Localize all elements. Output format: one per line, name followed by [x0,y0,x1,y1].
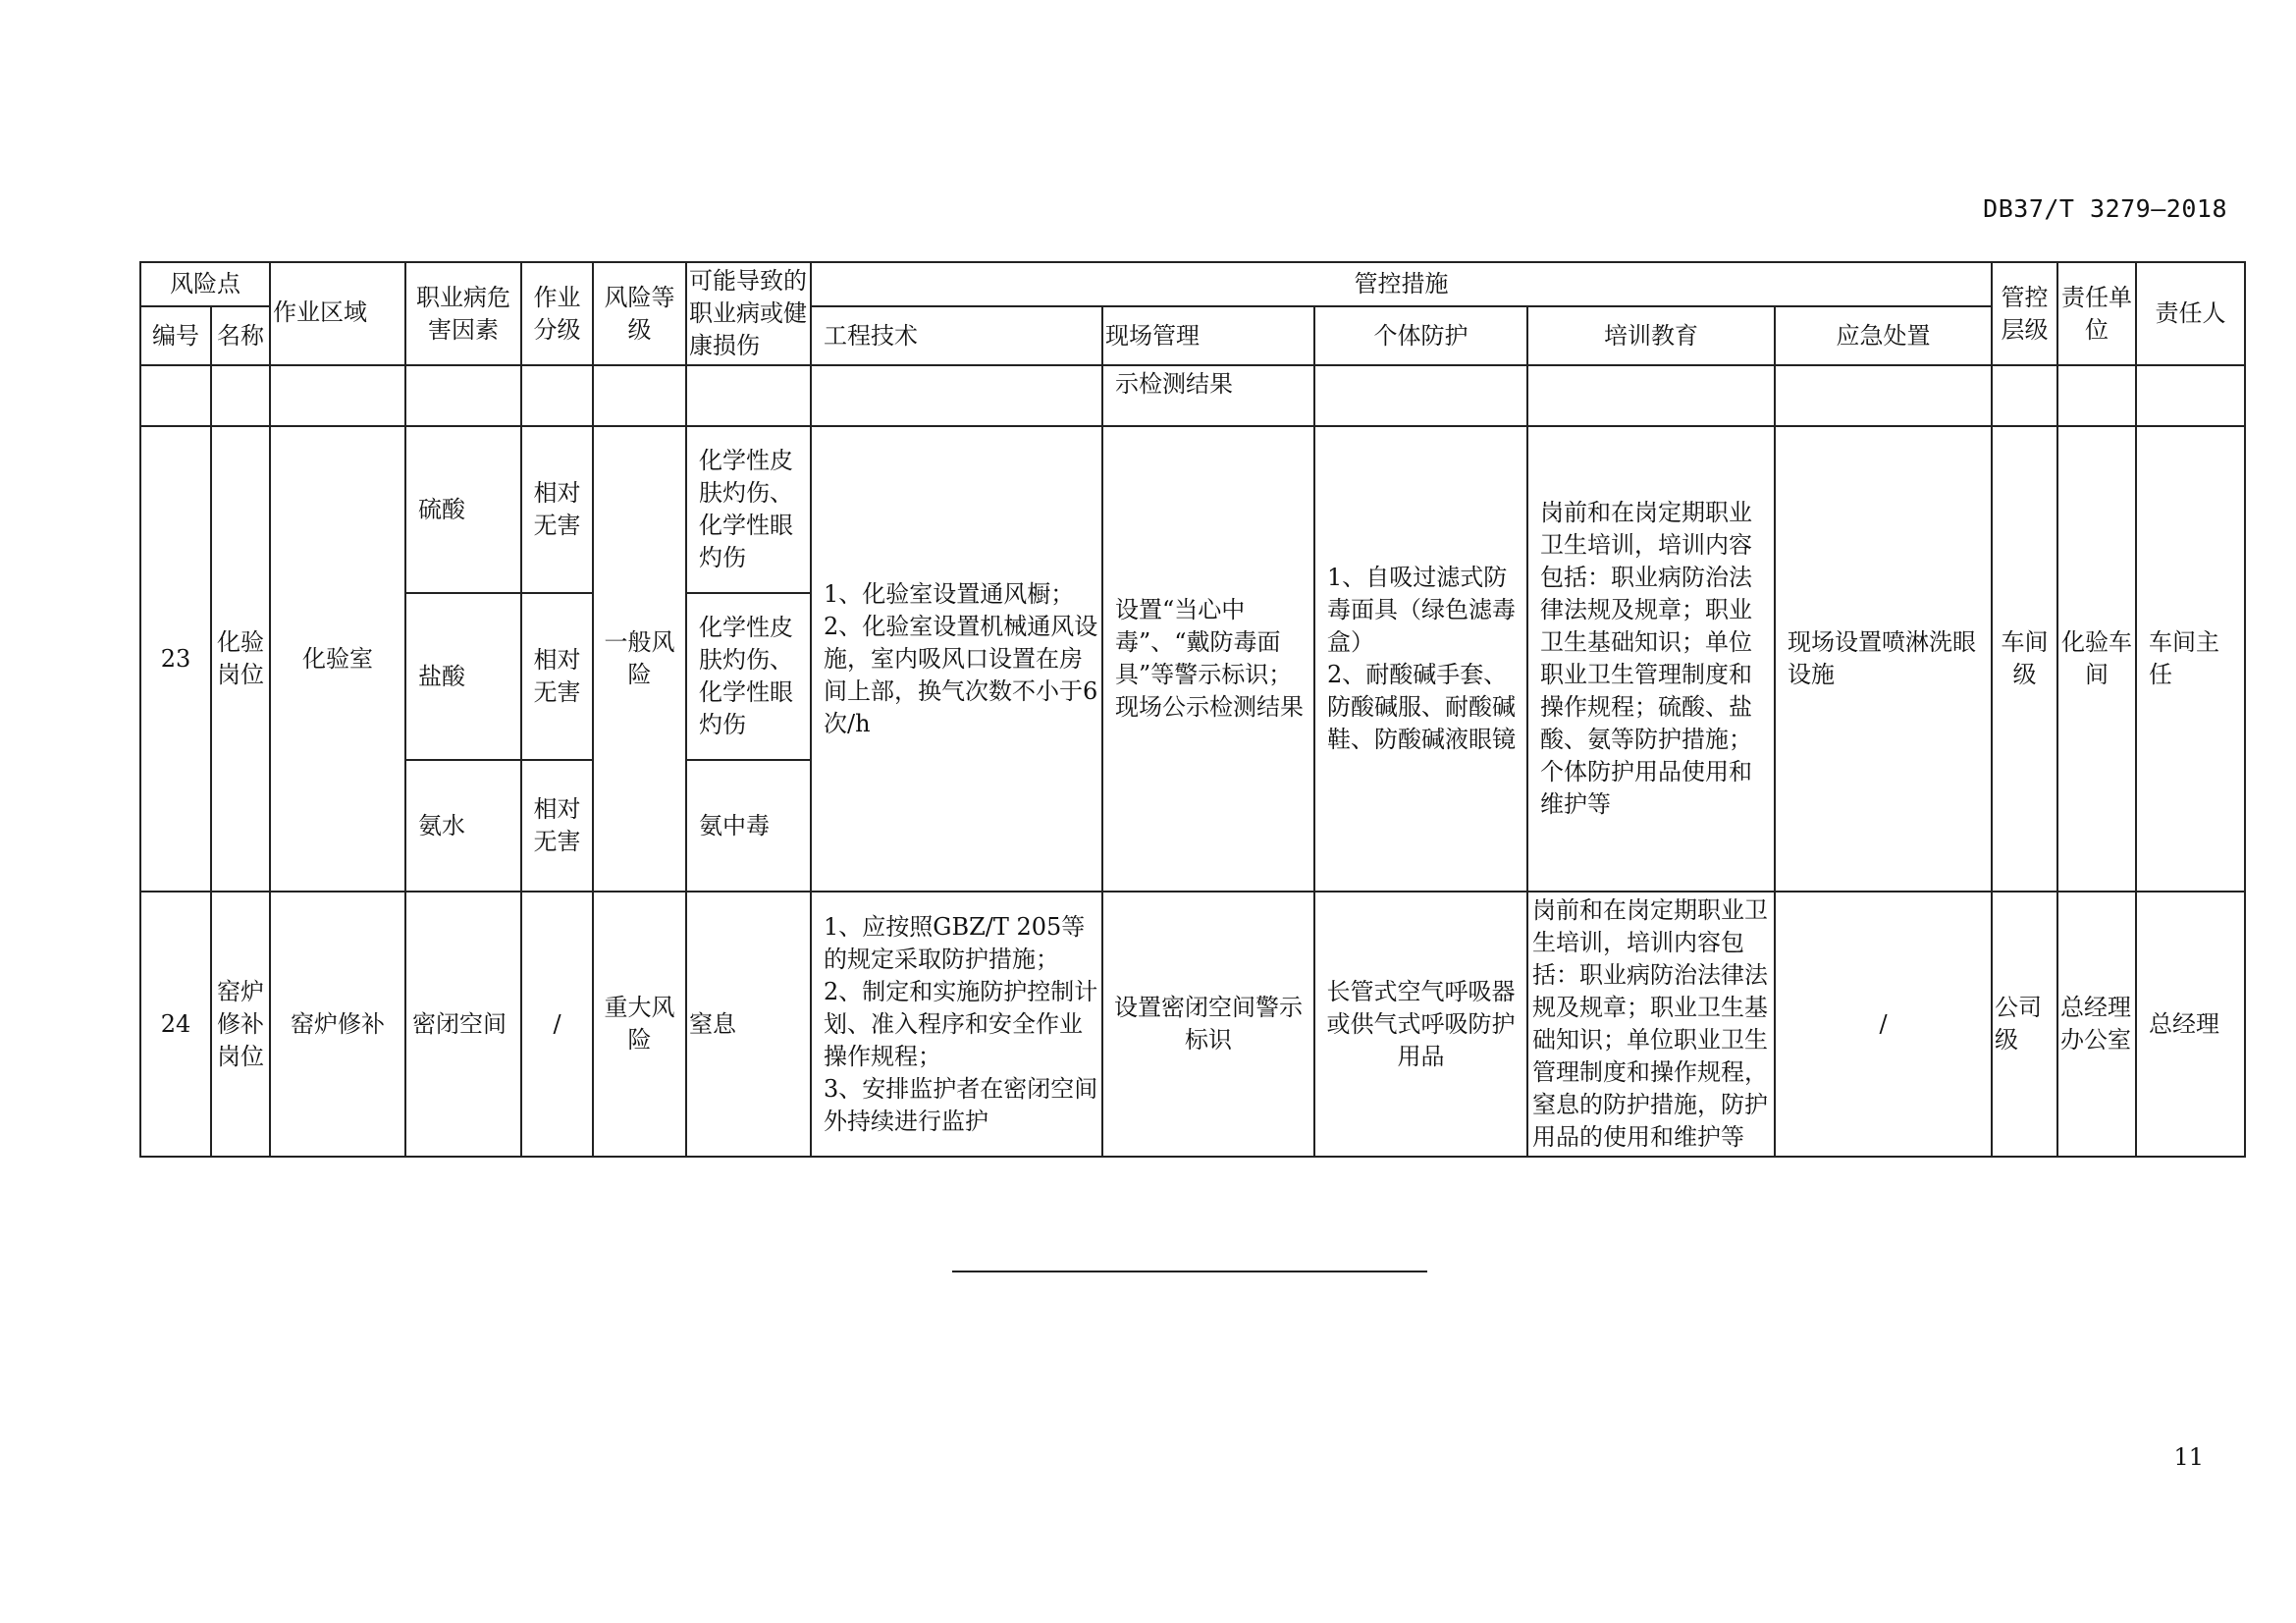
cont-emergency [1775,365,1992,426]
header-hazard: 职业病危害因素 [405,262,521,365]
header-training: 培训教育 [1527,306,1775,365]
cont-site-mgmt: 示检测结果 [1102,365,1314,426]
row23-resp-person: 车间主任 [2136,426,2245,892]
header-row-1 [140,262,2245,306]
row24-damage: 窒息 [686,892,811,1157]
header-control-level: 管控层级 [1992,262,2057,365]
row23-grade-2: 相对无害 [521,593,593,760]
row24-code: 24 [140,892,211,1157]
row23-resp-unit: 化验车间 [2057,426,2136,892]
row23-damage-1: 化学性皮肤灼伤、化学性眼灼伤 [686,426,811,593]
cont-resp-person [2136,365,2245,426]
row23-control-level: 车间级 [1992,426,2057,892]
page-number: 11 [2173,1443,2204,1471]
risk-control-table [139,261,2246,1158]
row24-resp-person: 总经理 [2136,892,2245,1157]
cont-risk-level [593,365,686,426]
cont-code [140,365,211,426]
header-ppe: 个体防护 [1314,306,1527,365]
row24-work-area: 窑炉修补 [270,892,405,1157]
cont-damage [686,365,811,426]
cont-resp-unit [2057,365,2136,426]
cont-control-level [1992,365,2057,426]
row24-resp-unit: 总经理办公室 [2057,892,2136,1157]
row24-control-level: 公司级 [1992,892,2057,1157]
table-row [140,426,2245,593]
row23-site-mgmt: 设置“当心中毒”、“戴防毒面具”等警示标识；现场公示检测结果 [1102,426,1314,892]
cont-engineering [811,365,1102,426]
row23-engineering: 1、化验室设置通风橱； 2、化验室设置机械通风设施，室内吸风口设置在房间上部，换气次数不小于6次/h [811,426,1102,892]
row23-risk-level: 一般风险 [593,426,686,892]
row24-risk-level: 重大风险 [593,892,686,1157]
row23-hazard-2: 盐酸 [405,593,521,760]
row23-hazard-1: 硫酸 [405,426,521,593]
row24-hazard: 密闭空间 [405,892,521,1157]
table-row [140,892,2245,1157]
row24-ppe: 长管式空气呼吸器或供气式呼吸防护用品 [1314,892,1527,1157]
header-resp-person: 责任人 [2136,262,2245,365]
header-grade: 作业分级 [521,262,593,365]
header-name: 名称 [211,306,270,365]
row24-emergency: / [1775,892,1992,1157]
header-resp-unit: 责任单位 [2057,262,2136,365]
header-site-mgmt: 现场管理 [1102,306,1314,365]
cont-training [1527,365,1775,426]
row23-ppe: 1、自吸过滤式防毒面具（绿色滤毒盒） 2、耐酸碱手套、防酸碱服、耐酸碱鞋、防酸碱液眼镜 [1314,426,1527,892]
row23-work-area: 化验室 [270,426,405,892]
row24-engineering: 1、应按照GBZ/T 205等的规定采取防护措施； 2、制定和实施防护控制计划、准入程序和安全作业操作规程； 3、安排监护者在密闭空间外持续进行监护 [811,892,1102,1157]
row24-training: 岗前和在岗定期职业卫生培训，培训内容包括：职业病防治法律法规及规章；职业卫生基础知识；单位职业卫生管理制度和操作规程，窒息的防护措施，防护用品的使用和维护等 [1527,892,1775,1157]
row24-name: 窑炉修补岗位 [211,892,270,1157]
row23-hazard-3: 氨水 [405,760,521,892]
header-emergency: 应急处置 [1775,306,1992,365]
continuation-row [140,365,2245,426]
row23-training: 岗前和在岗定期职业卫生培训，培训内容包括：职业病防治法律法规及规章；职业卫生基础知识；单位职业卫生管理制度和操作规程；硫酸、盐酸、氨等防护措施；个体防护用品使用和维护等 [1527,426,1775,892]
header-code: 编号 [140,306,211,365]
row23-code: 23 [140,426,211,892]
row23-damage-2: 化学性皮肤灼伤、化学性眼灼伤 [686,593,811,760]
cont-grade [521,365,593,426]
row24-grade: / [521,892,593,1157]
row23-grade-3: 相对无害 [521,760,593,892]
standard-number: DB37/T 3279—2018 [1983,194,2227,223]
header-damage: 可能导致的职业病或健康损伤 [686,262,811,365]
header-risk-point: 风险点 [140,262,270,306]
row23-grade-1: 相对无害 [521,426,593,593]
cont-name [211,365,270,426]
end-of-document-line [952,1271,1427,1272]
cont-ppe [1314,365,1527,426]
header-risk-level: 风险等级 [593,262,686,365]
header-engineering: 工程技术 [811,306,1102,365]
row23-emergency: 现场设置喷淋洗眼设施 [1775,426,1992,892]
cont-work-area [270,365,405,426]
header-work-area: 作业区域 [270,262,405,365]
row23-damage-3: 氨中毒 [686,760,811,892]
cont-hazard [405,365,521,426]
row23-name: 化验岗位 [211,426,270,892]
row24-site-mgmt: 设置密闭空间警示标识 [1102,892,1314,1157]
header-control: 管控措施 [811,262,1992,306]
